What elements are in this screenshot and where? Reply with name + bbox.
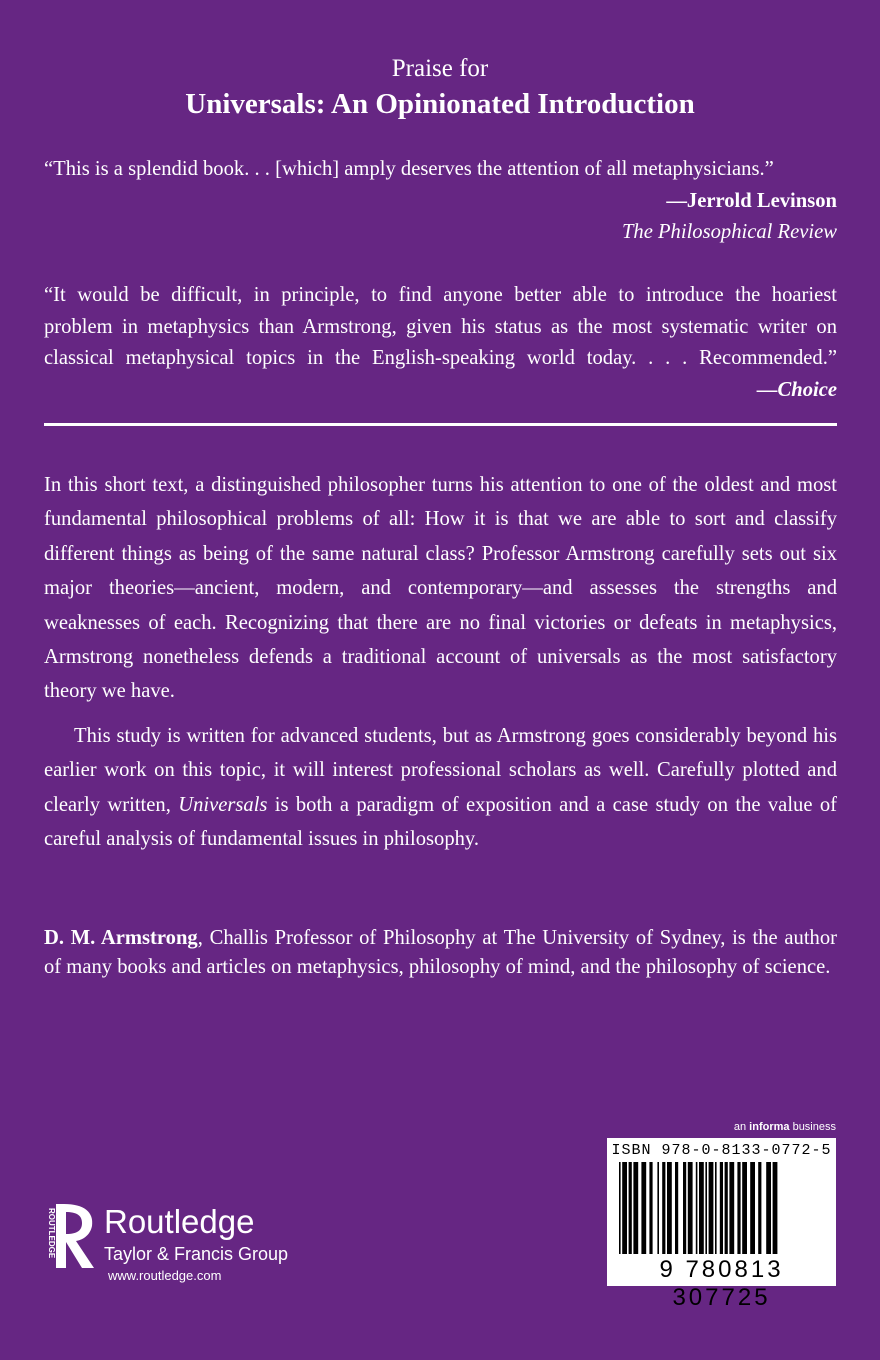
- quote-text-line: classical metaphysical topics in the English-speaking world today. . . . Recommended.”: [44, 347, 837, 369]
- isbn-label: ISBN 978-0-8133-0772-5: [611, 1142, 832, 1159]
- isbn-barcode: [607, 1138, 836, 1311]
- barcode-bar: [619, 1162, 621, 1254]
- quote-source: The Philosophical Review: [621, 221, 837, 243]
- author-bio: [44, 924, 837, 981]
- barcode-bar: [688, 1162, 693, 1254]
- publisher-group: Taylor & Francis Group: [104, 1244, 289, 1264]
- barcode-bar: [725, 1162, 728, 1254]
- informa-business-tag: [608, 1120, 836, 1134]
- barcode-bar: [773, 1162, 778, 1254]
- description-text: is both a paradigm of exposition and a case study on the value of careful analysis of fundamental issues in philosophy.: [44, 793, 837, 851]
- description-text: This study is written for advanced students, but as Armstrong goes considerably beyond his earlier work on this topic, it will interest professional scholars as well. Carefully plotted and clearly written,: [44, 724, 837, 816]
- barcode-bar: [715, 1162, 717, 1254]
- logo-vertical-text: ROUTLEDGE: [47, 1208, 56, 1259]
- quote-text: “This is a splendid book. . . [which] amply deserves the attention of all metaphysicians.”: [44, 158, 774, 180]
- publisher-name: Routledge: [104, 1203, 255, 1240]
- quote-text-line: “It would be difficult, in principle, to find anyone better able to introduce the hoariest: [44, 284, 837, 306]
- author-name: D. M. Armstrong: [44, 927, 198, 949]
- barcode-bar: [699, 1162, 704, 1254]
- barcode-bar: [766, 1162, 771, 1254]
- barcode-bar: [742, 1162, 747, 1254]
- barcode-bars: [617, 1162, 826, 1254]
- isbn-digits: 9 780813 307725: [659, 1256, 784, 1311]
- informa-prefix: an: [733, 1121, 750, 1133]
- barcode-bar: [737, 1162, 740, 1254]
- book-description: [44, 468, 837, 866]
- barcode-bar: [750, 1162, 755, 1254]
- barcode-bar: [675, 1162, 678, 1254]
- description-paragraph-2: [44, 719, 837, 857]
- informa-brand: informa: [749, 1121, 790, 1133]
- barcode-bar: [729, 1162, 734, 1254]
- book-title: Universals: An Opinionated Introduction: [185, 88, 695, 120]
- barcode-bar: [662, 1162, 665, 1254]
- barcode-bar: [657, 1162, 659, 1254]
- publisher-url: www.routledge.com: [108, 1268, 222, 1283]
- barcode-bar: [622, 1162, 627, 1254]
- barcode-bar: [649, 1162, 652, 1254]
- barcode-bar: [683, 1162, 686, 1254]
- book-title-italic: Universals: [178, 793, 268, 816]
- informa-suffix: business: [789, 1121, 836, 1133]
- quote-levinson: [44, 154, 837, 249]
- barcode-bar: [641, 1162, 646, 1254]
- author-bio-text: , Challis Professor of Philosophy at The University of Sydney, is the author of many books and articles on metaphysics, philosophy of mind, and the philosophy of science.: [44, 927, 837, 978]
- section-divider: [44, 423, 837, 426]
- barcode-bar: [633, 1162, 638, 1254]
- quote-author: —Jerrold Levinson: [666, 189, 837, 212]
- routledge-logo-icon: [44, 1200, 104, 1272]
- barcode-bar: [758, 1162, 761, 1254]
- description-paragraph-1: In this short text, a distinguished philosopher turns his attention to one of the oldest and most fundamental philosophical problems of all: How it is that we are able to sort and classify different things as being of the same natural class? Professor Armstrong carefully sets out six major theories—ancient, modern, and contemporary—and assesses the strengths and weaknesses of each. Recognizing that there are no final victories or defeats in metaphysics, Armstrong nonetheless defends a traditional account of universals as the most satisfactory theory we have.: [44, 474, 837, 703]
- barcode-bar: [705, 1162, 707, 1254]
- barcode-bar: [709, 1162, 714, 1254]
- barcode-bar: [696, 1162, 698, 1254]
- quote-text-line: problem in metaphysics than Armstrong, given his status as the most systematic writer on: [44, 315, 837, 338]
- barcode-bar: [667, 1162, 672, 1254]
- quote-author: —Choice: [756, 378, 837, 401]
- quote-choice: [44, 280, 837, 406]
- praise-for-label: Praise for: [391, 55, 489, 82]
- barcode-bar: [720, 1162, 723, 1254]
- barcode-bar: [629, 1162, 632, 1254]
